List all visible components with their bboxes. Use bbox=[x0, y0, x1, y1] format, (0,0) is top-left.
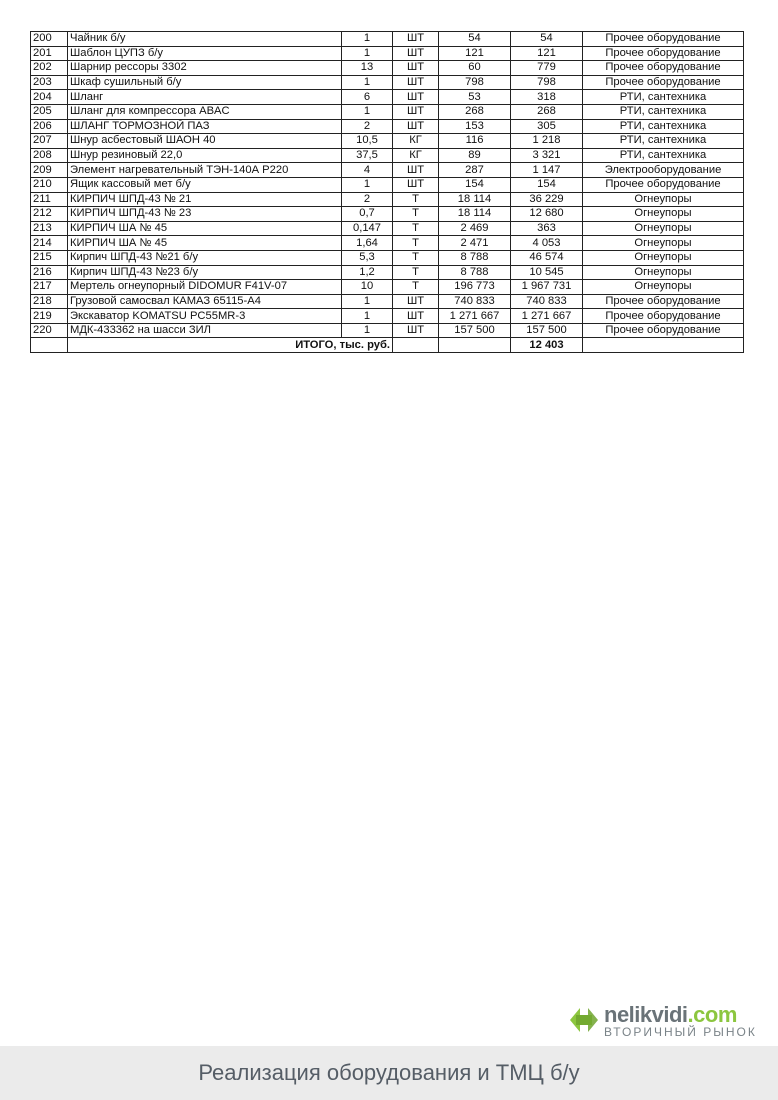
row-number-cell: 210 bbox=[31, 177, 68, 192]
unit-price-cell: 740 833 bbox=[439, 294, 511, 309]
table-row bbox=[31, 177, 744, 192]
item-name-cell: Кирпич ШПД-43 №23 б/у bbox=[68, 265, 342, 280]
row-number-cell: 220 bbox=[31, 323, 68, 338]
unit-cell: ШТ bbox=[393, 75, 439, 90]
total-sum-cell: 12 680 bbox=[511, 207, 583, 222]
total-sum-cell: 318 bbox=[511, 90, 583, 105]
unit-price-cell: 2 469 bbox=[439, 221, 511, 236]
quantity-cell: 1 bbox=[342, 309, 393, 324]
category-cell: Огнеупоры bbox=[583, 280, 744, 295]
row-number-cell: 213 bbox=[31, 221, 68, 236]
row-number-cell: 214 bbox=[31, 236, 68, 251]
unit-price-cell: 268 bbox=[439, 104, 511, 119]
row-number-cell: 206 bbox=[31, 119, 68, 134]
total-sum-cell: 268 bbox=[511, 104, 583, 119]
unit-price-cell: 157 500 bbox=[439, 323, 511, 338]
total-sum-cell: 305 bbox=[511, 119, 583, 134]
unit-price-cell: 153 bbox=[439, 119, 511, 134]
unit-cell: КГ bbox=[393, 148, 439, 163]
unit-cell: ШТ bbox=[393, 90, 439, 105]
item-name-cell: Шнур асбестовый ШАОН 40 bbox=[68, 134, 342, 149]
recycle-arrows-icon bbox=[566, 1002, 602, 1038]
quantity-cell: 13 bbox=[342, 61, 393, 76]
quantity-cell: 1 bbox=[342, 294, 393, 309]
item-name-cell: КИРПИЧ ША № 45 bbox=[68, 221, 342, 236]
unit-cell: ШТ bbox=[393, 119, 439, 134]
unit-cell: Т bbox=[393, 221, 439, 236]
footer-caption-bar bbox=[0, 1046, 778, 1100]
item-name-cell: Элемент нагревательный ТЭН-140А Р220 bbox=[68, 163, 342, 178]
quantity-cell: 2 bbox=[342, 192, 393, 207]
row-number-cell: 202 bbox=[31, 61, 68, 76]
category-cell: РТИ, сантехника bbox=[583, 148, 744, 163]
table-row bbox=[31, 207, 744, 222]
table-row bbox=[31, 236, 744, 251]
table-row bbox=[31, 119, 744, 134]
row-number-cell: 209 bbox=[31, 163, 68, 178]
row-number-cell: 218 bbox=[31, 294, 68, 309]
total-sum-cell: 46 574 bbox=[511, 250, 583, 265]
row-number-cell: 208 bbox=[31, 148, 68, 163]
item-name-cell: Ящик кассовый мет б/у bbox=[68, 177, 342, 192]
unit-price-cell: 798 bbox=[439, 75, 511, 90]
quantity-cell: 5,3 bbox=[342, 250, 393, 265]
total-value: 12 403 bbox=[511, 338, 583, 353]
unit-price-cell: 116 bbox=[439, 134, 511, 149]
category-cell: Огнеупоры bbox=[583, 221, 744, 236]
unit-cell: Т bbox=[393, 207, 439, 222]
category-cell: Прочее оборудование bbox=[583, 309, 744, 324]
unit-cell: КГ bbox=[393, 134, 439, 149]
total-sum-cell: 798 bbox=[511, 75, 583, 90]
row-number-cell: 204 bbox=[31, 90, 68, 105]
row-number-cell: 205 bbox=[31, 104, 68, 119]
total-label: ИТОГО, тыс. руб. bbox=[68, 338, 393, 353]
row-number-cell: 211 bbox=[31, 192, 68, 207]
category-cell: Огнеупоры bbox=[583, 192, 744, 207]
unit-price-cell: 8 788 bbox=[439, 250, 511, 265]
table-body bbox=[31, 32, 744, 338]
unit-price-cell: 196 773 bbox=[439, 280, 511, 295]
total-sum-cell: 157 500 bbox=[511, 323, 583, 338]
unit-cell: ШТ bbox=[393, 46, 439, 61]
quantity-cell: 1 bbox=[342, 177, 393, 192]
logo-name-main: nelikvidi bbox=[604, 1002, 688, 1027]
item-name-cell: ШЛАНГ ТОРМОЗНОЙ ПАЗ bbox=[68, 119, 342, 134]
item-name-cell: Шланг bbox=[68, 90, 342, 105]
quantity-cell: 0,147 bbox=[342, 221, 393, 236]
quantity-cell: 37,5 bbox=[342, 148, 393, 163]
item-name-cell: КИРПИЧ ШПД-43 № 23 bbox=[68, 207, 342, 222]
category-cell: Огнеупоры bbox=[583, 250, 744, 265]
total-sum-cell: 4 053 bbox=[511, 236, 583, 251]
category-cell: Прочее оборудование bbox=[583, 294, 744, 309]
unit-cell: Т bbox=[393, 265, 439, 280]
unit-price-cell: 1 271 667 bbox=[439, 309, 511, 324]
unit-cell: ШТ bbox=[393, 309, 439, 324]
table-row bbox=[31, 280, 744, 295]
row-number-cell: 201 bbox=[31, 46, 68, 61]
row-number-cell: 203 bbox=[31, 75, 68, 90]
table-row bbox=[31, 32, 744, 47]
total-sum-cell: 3 321 bbox=[511, 148, 583, 163]
total-sum-cell: 1 271 667 bbox=[511, 309, 583, 324]
total-row bbox=[31, 338, 744, 353]
unit-price-cell: 60 bbox=[439, 61, 511, 76]
unit-price-cell: 2 471 bbox=[439, 236, 511, 251]
logo-name-accent: .com bbox=[687, 1002, 737, 1027]
category-cell: Электрооборудование bbox=[583, 163, 744, 178]
category-cell: Прочее оборудование bbox=[583, 177, 744, 192]
quantity-cell: 1 bbox=[342, 104, 393, 119]
total-sum-cell: 740 833 bbox=[511, 294, 583, 309]
table-row bbox=[31, 61, 744, 76]
footer-caption: Реализация оборудования и ТМЦ б/у bbox=[198, 1060, 580, 1085]
quantity-cell: 1 bbox=[342, 75, 393, 90]
quantity-cell: 1,2 bbox=[342, 265, 393, 280]
quantity-cell: 1,64 bbox=[342, 236, 393, 251]
category-cell: Огнеупоры bbox=[583, 236, 744, 251]
item-name-cell: Шланг для компрессора ABAC bbox=[68, 104, 342, 119]
item-name-cell: КИРПИЧ ШПД-43 № 21 bbox=[68, 192, 342, 207]
item-name-cell: МДК-433362 на шасси ЗИЛ bbox=[68, 323, 342, 338]
quantity-cell: 4 bbox=[342, 163, 393, 178]
category-cell: Прочее оборудование bbox=[583, 75, 744, 90]
unit-cell: ШТ bbox=[393, 294, 439, 309]
table-row bbox=[31, 90, 744, 105]
item-name-cell: Мертель огнеупорный DIDOMUR F41V-07 bbox=[68, 280, 342, 295]
quantity-cell: 10 bbox=[342, 280, 393, 295]
site-logo[interactable] bbox=[566, 1002, 766, 1042]
quantity-cell: 2 bbox=[342, 119, 393, 134]
category-cell: Прочее оборудование bbox=[583, 46, 744, 61]
unit-price-cell: 18 114 bbox=[439, 192, 511, 207]
item-name-cell: Шарнир рессоры 3302 bbox=[68, 61, 342, 76]
unit-price-cell: 89 bbox=[439, 148, 511, 163]
table-row bbox=[31, 265, 744, 280]
quantity-cell: 1 bbox=[342, 32, 393, 47]
row-number-cell: 217 bbox=[31, 280, 68, 295]
total-sum-cell: 121 bbox=[511, 46, 583, 61]
unit-price-cell: 8 788 bbox=[439, 265, 511, 280]
category-cell: Прочее оборудование bbox=[583, 32, 744, 47]
table-row bbox=[31, 46, 744, 61]
unit-price-cell: 287 bbox=[439, 163, 511, 178]
row-number-cell: 219 bbox=[31, 309, 68, 324]
table-row bbox=[31, 192, 744, 207]
quantity-cell: 10,5 bbox=[342, 134, 393, 149]
quantity-cell: 1 bbox=[342, 46, 393, 61]
table-row bbox=[31, 294, 744, 309]
table-row bbox=[31, 250, 744, 265]
unit-cell: ШТ bbox=[393, 163, 439, 178]
category-cell: Огнеупоры bbox=[583, 265, 744, 280]
table-row bbox=[31, 75, 744, 90]
table-row bbox=[31, 163, 744, 178]
unit-cell: ШТ bbox=[393, 323, 439, 338]
total-empty-cell bbox=[393, 338, 439, 353]
table-row bbox=[31, 134, 744, 149]
item-name-cell: КИРПИЧ ША № 45 bbox=[68, 236, 342, 251]
item-name-cell: Шаблон ЦУПЗ б/у bbox=[68, 46, 342, 61]
quantity-cell: 6 bbox=[342, 90, 393, 105]
item-name-cell: Кирпич ШПД-43 №21 б/у bbox=[68, 250, 342, 265]
total-empty-cell bbox=[439, 338, 511, 353]
unit-cell: Т bbox=[393, 250, 439, 265]
total-empty-cell bbox=[31, 338, 68, 353]
unit-price-cell: 154 bbox=[439, 177, 511, 192]
total-sum-cell: 1 967 731 bbox=[511, 280, 583, 295]
unit-price-cell: 53 bbox=[439, 90, 511, 105]
row-number-cell: 212 bbox=[31, 207, 68, 222]
table-row bbox=[31, 148, 744, 163]
category-cell: РТИ, сантехника bbox=[583, 119, 744, 134]
total-sum-cell: 154 bbox=[511, 177, 583, 192]
total-sum-cell: 1 218 bbox=[511, 134, 583, 149]
row-number-cell: 216 bbox=[31, 265, 68, 280]
unit-cell: ШТ bbox=[393, 104, 439, 119]
category-cell: РТИ, сантехника bbox=[583, 134, 744, 149]
item-name-cell: Экскаватор KOMATSU PC55MR-3 bbox=[68, 309, 342, 324]
quantity-cell: 1 bbox=[342, 323, 393, 338]
table-row bbox=[31, 323, 744, 338]
category-cell: Прочее оборудование bbox=[583, 61, 744, 76]
unit-cell: ШТ bbox=[393, 177, 439, 192]
unit-price-cell: 54 bbox=[439, 32, 511, 47]
unit-cell: ШТ bbox=[393, 61, 439, 76]
item-name-cell: Шкаф сушильный б/у bbox=[68, 75, 342, 90]
logo-tagline: ВТОРИЧНЫЙ РЫНОК bbox=[604, 1025, 757, 1039]
category-cell: РТИ, сантехника bbox=[583, 90, 744, 105]
row-number-cell: 207 bbox=[31, 134, 68, 149]
item-name-cell: Грузовой самосвал КАМАЗ 65115-А4 bbox=[68, 294, 342, 309]
unit-price-cell: 18 114 bbox=[439, 207, 511, 222]
unit-cell: Т bbox=[393, 280, 439, 295]
total-sum-cell: 54 bbox=[511, 32, 583, 47]
item-name-cell: Шнур резиновый 22,0 bbox=[68, 148, 342, 163]
total-sum-cell: 1 147 bbox=[511, 163, 583, 178]
row-number-cell: 215 bbox=[31, 250, 68, 265]
unit-price-cell: 121 bbox=[439, 46, 511, 61]
total-sum-cell: 779 bbox=[511, 61, 583, 76]
quantity-cell: 0,7 bbox=[342, 207, 393, 222]
category-cell: Прочее оборудование bbox=[583, 323, 744, 338]
row-number-cell: 200 bbox=[31, 32, 68, 47]
total-sum-cell: 36 229 bbox=[511, 192, 583, 207]
table-row bbox=[31, 221, 744, 236]
inventory-table bbox=[30, 31, 744, 353]
table-row bbox=[31, 309, 744, 324]
unit-cell: Т bbox=[393, 192, 439, 207]
category-cell: РТИ, сантехника bbox=[583, 104, 744, 119]
total-sum-cell: 10 545 bbox=[511, 265, 583, 280]
total-sum-cell: 363 bbox=[511, 221, 583, 236]
category-cell: Огнеупоры bbox=[583, 207, 744, 222]
unit-cell: ШТ bbox=[393, 32, 439, 47]
item-name-cell: Чайник б/у bbox=[68, 32, 342, 47]
unit-cell: Т bbox=[393, 236, 439, 251]
total-empty-cell bbox=[583, 338, 744, 353]
table-row bbox=[31, 104, 744, 119]
